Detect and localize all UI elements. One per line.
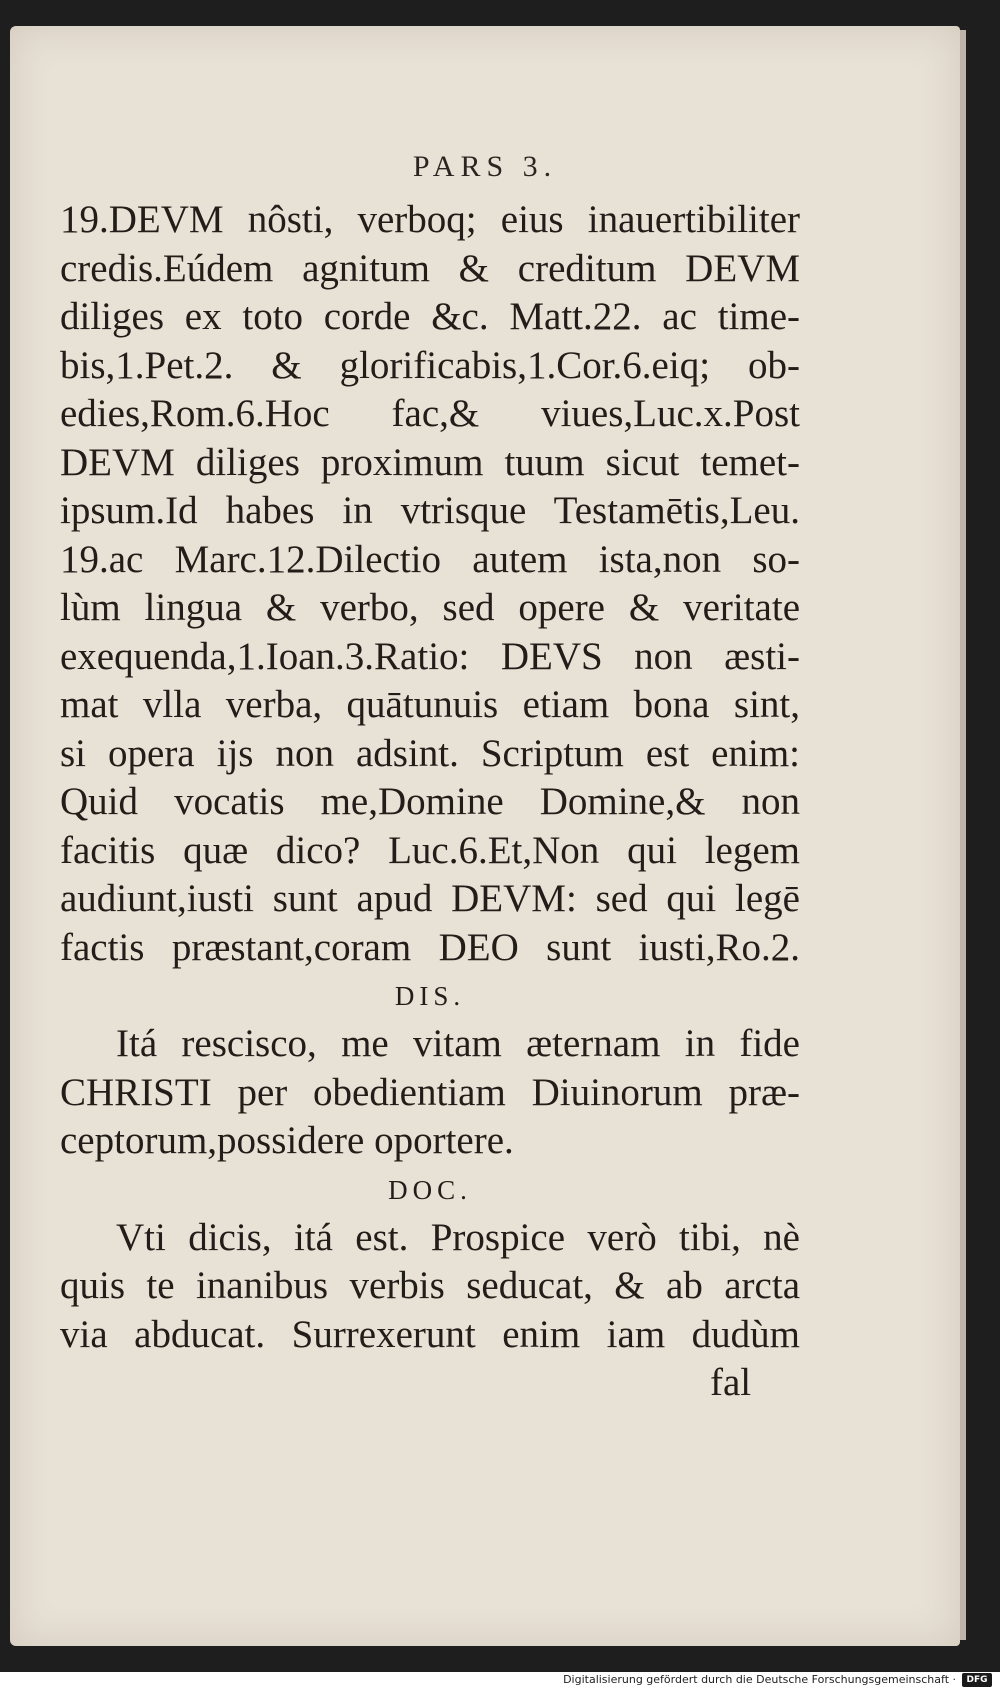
text-line: edies,Rom.6.Hoc fac,& viues,Luc.x.Post [60,392,800,435]
text-line: ipsum.Id habes in vtrisque Testamētis,Leu. [60,489,800,532]
text-line: factis præstant,coram DEO sunt iusti,Ro.2. [60,925,800,969]
speaker-heading-dis: DIS. [394,981,466,1011]
text-line: 19.DEVM nôsti, verboq; eius inauertibiliter [60,198,800,241]
text-line: Itá rescisco, me vitam æternam in fide [116,1022,800,1065]
book-page [10,26,960,1646]
running-head: PARS 3. [412,150,558,183]
text-line: facitis quæ dico? Luc.6.Et,Non qui legem [60,828,800,872]
text-line: si opera ijs non adsint. Scriptum est enim: [60,731,800,775]
text-line: bis,1.Pet.2. & glorificabis,1.Cor.6.eiq; ob- [60,343,800,387]
dfg-logo-icon: DFG [962,1673,992,1687]
text-line: CHRISTI per obedientiam Diuinorum præ- [60,1070,800,1114]
text-line: DEVM diliges proximum tuum sicut temet- [60,440,800,484]
text-line: ceptorum,possidere oportere. [60,1119,514,1162]
text-line: Quid vocatis me,Domine Domine,& non [60,780,800,823]
speaker-heading-doc: DOC. [388,1174,472,1205]
text-line: mat vlla verba, quātunuis etiam bona sint, [60,683,800,726]
text-line: 19.ac Marc.12.Dilectio autem ista,non so- [60,537,800,581]
text-line: Vti dicis, itá est. Prospice verò tibi, nè [116,1215,800,1259]
catchword: fal [710,1361,752,1404]
page-edge [960,30,966,1640]
text-line: diliges ex toto corde &c. Matt.22. ac time- [60,295,800,338]
text-line: credis.Eúdem agnitum & creditum DEVM [60,246,800,290]
text-line: exequenda,1.Ioan.3.Ratio: DEVS non æsti- [60,634,800,678]
footer-credit: Digitalisierung gefördert durch die Deutsche Forschungsgemeinschaft · [563,1673,956,1686]
text-line: via abducat. Surrexerunt enim iam dudùm [60,1312,800,1356]
text-line: lùm lingua & verbo, sed opere & veritate [60,586,800,629]
text-block [60,196,800,1359]
text-line: quis te inanibus verbis seducat, & ab arcta [60,1264,800,1307]
text-line: audiunt,iusti sunt apud DEVM: sed qui legē [60,877,800,920]
